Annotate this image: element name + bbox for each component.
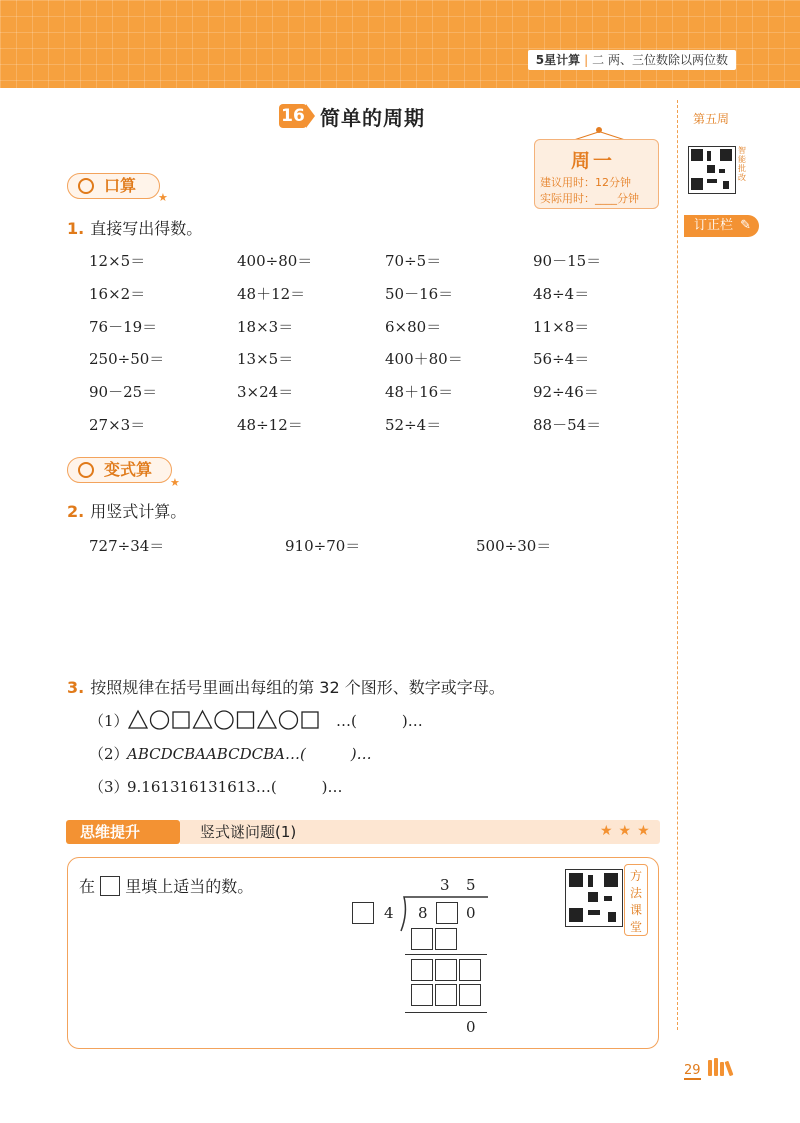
pencil-icon: ✎ <box>740 218 752 233</box>
vertical-calc-item: 910÷70＝ <box>285 537 361 555</box>
section-variant-title: 变式算 <box>104 460 153 479</box>
oral-item: 250÷50＝ <box>89 350 165 368</box>
series-label: 5星计算 <box>535 53 581 67</box>
instruction-pre: 在 <box>79 877 96 896</box>
vertical-calc-item: 727÷34＝ <box>89 537 165 555</box>
oral-item: 48÷4＝ <box>533 285 590 303</box>
oral-item: 27×3＝ <box>89 416 146 434</box>
correction-label-text: 订正栏 <box>694 218 734 233</box>
pattern-1-tail[interactable]: …( )… <box>336 712 423 730</box>
oral-item: 48＋16＝ <box>385 383 454 401</box>
lesson-number-badge: 16 <box>279 104 307 128</box>
dividend-digit: 8 <box>418 904 428 922</box>
blank-box[interactable] <box>436 902 458 924</box>
header-banner <box>0 0 800 88</box>
triangle-shape <box>258 711 276 728</box>
difficulty-stars: ★★★ <box>600 823 656 839</box>
section-variant <box>67 457 172 483</box>
oral-item: 11×8＝ <box>533 318 590 336</box>
question-1 <box>67 216 202 239</box>
sidebar-divider <box>677 100 678 1030</box>
oral-item: 3×24＝ <box>237 383 294 401</box>
blank-box[interactable] <box>435 984 457 1006</box>
pattern-2-text[interactable]: ABCDCBAABCDCBA…( )… <box>127 745 372 763</box>
target-icon <box>78 462 94 478</box>
breadcrumb <box>528 50 736 70</box>
oral-item: 400＋80＝ <box>385 350 463 368</box>
method-qr-code-icon[interactable] <box>565 869 623 927</box>
oral-item: 400÷80＝ <box>237 252 313 270</box>
oral-item: 50－16＝ <box>385 285 454 303</box>
blank-box[interactable] <box>411 928 433 950</box>
pattern-3-label: （3） <box>89 778 129 796</box>
blank-box-icon <box>100 876 120 896</box>
oral-item: 13×5＝ <box>237 350 294 368</box>
oral-item: 90－25＝ <box>89 383 158 401</box>
division-line <box>405 1012 487 1013</box>
star-icon: ★ <box>170 476 180 489</box>
quotient-digit: 5 <box>466 876 476 894</box>
vertical-calc-item: 500÷30＝ <box>476 537 552 555</box>
actual-time[interactable]: 实际用时：____分钟 <box>540 192 639 205</box>
schedule-day: 周一 <box>571 150 616 172</box>
qr-caption: 智能批改 <box>738 146 746 182</box>
correction-column-label <box>684 215 759 237</box>
oral-item: 48÷12＝ <box>237 416 303 434</box>
pattern-3-text[interactable]: 9.161316131613…( )… <box>127 778 343 796</box>
oral-item: 16×2＝ <box>89 285 146 303</box>
remainder: 0 <box>466 1018 476 1036</box>
question-text: 按照规律在括号里画出每组的第 32 个图形、数字或字母。 <box>90 678 505 697</box>
books-icon <box>708 1058 736 1076</box>
circle-shape <box>151 711 169 729</box>
oral-item: 52÷4＝ <box>385 416 442 434</box>
square-shape <box>238 712 254 728</box>
suggested-time: 建议用时：12分钟 <box>540 176 631 189</box>
shape-sequence <box>127 709 337 731</box>
question-number: 2. <box>67 502 85 521</box>
stopwatch-icon <box>78 178 94 194</box>
triangle-shape <box>129 711 147 728</box>
oral-item: 56÷4＝ <box>533 350 590 368</box>
quotient-digit: 3 <box>440 876 450 894</box>
blank-box[interactable] <box>411 959 433 981</box>
divisor-digit: 4 <box>384 904 394 922</box>
triangle-shape <box>194 711 212 728</box>
dividend-digit: 0 <box>466 904 476 922</box>
oral-item: 18×3＝ <box>237 318 294 336</box>
oral-item: 6×80＝ <box>385 318 442 336</box>
instruction-post: 里填上适当的数。 <box>125 877 254 896</box>
blank-box[interactable] <box>352 902 374 924</box>
question-3 <box>67 675 505 698</box>
thinking-instruction <box>79 874 253 897</box>
card-pin-icon <box>596 127 602 133</box>
section-oral <box>67 173 160 199</box>
blank-box[interactable] <box>411 984 433 1006</box>
square-shape <box>302 712 318 728</box>
oral-item: 48＋12＝ <box>237 285 306 303</box>
blank-box[interactable] <box>459 984 481 1006</box>
circle-shape <box>280 711 298 729</box>
pattern-1-label: （1） <box>89 712 129 730</box>
week-label: 第五周 <box>693 112 730 126</box>
question-2 <box>67 499 186 522</box>
badge-arrow-icon <box>306 104 315 128</box>
unit-label: 二 两、三位数除以两位数 <box>592 53 728 67</box>
question-text: 用竖式计算。 <box>90 502 187 521</box>
section-thinking: 思维提升 <box>66 820 180 844</box>
blank-box[interactable] <box>435 928 457 950</box>
question-number: 3. <box>67 678 85 697</box>
blank-box[interactable] <box>459 959 481 981</box>
thinking-subtitle: 竖式谜问题(1) <box>200 823 297 841</box>
star-icon: ★ <box>158 191 168 204</box>
pattern-2-label: （2） <box>89 745 129 763</box>
question-text: 直接写出得数。 <box>90 219 203 238</box>
oral-item: 70÷5＝ <box>385 252 442 270</box>
oral-item: 12×5＝ <box>89 252 146 270</box>
qr-code-icon[interactable] <box>688 146 736 194</box>
page-number: 29 <box>684 1063 701 1078</box>
oral-item: 92÷46＝ <box>533 383 599 401</box>
oral-item: 88－54＝ <box>533 416 602 434</box>
page-title: 简单的周期 <box>320 106 425 130</box>
breadcrumb-separator: | <box>584 53 589 67</box>
question-number: 1. <box>67 219 85 238</box>
blank-box[interactable] <box>435 959 457 981</box>
square-shape <box>173 712 189 728</box>
circle-shape <box>215 711 233 729</box>
oral-item: 90－15＝ <box>533 252 602 270</box>
method-label: 方法课堂 <box>629 869 642 934</box>
section-oral-title: 口算 <box>104 176 137 195</box>
oral-item: 76－19＝ <box>89 318 158 336</box>
division-line <box>405 954 487 955</box>
